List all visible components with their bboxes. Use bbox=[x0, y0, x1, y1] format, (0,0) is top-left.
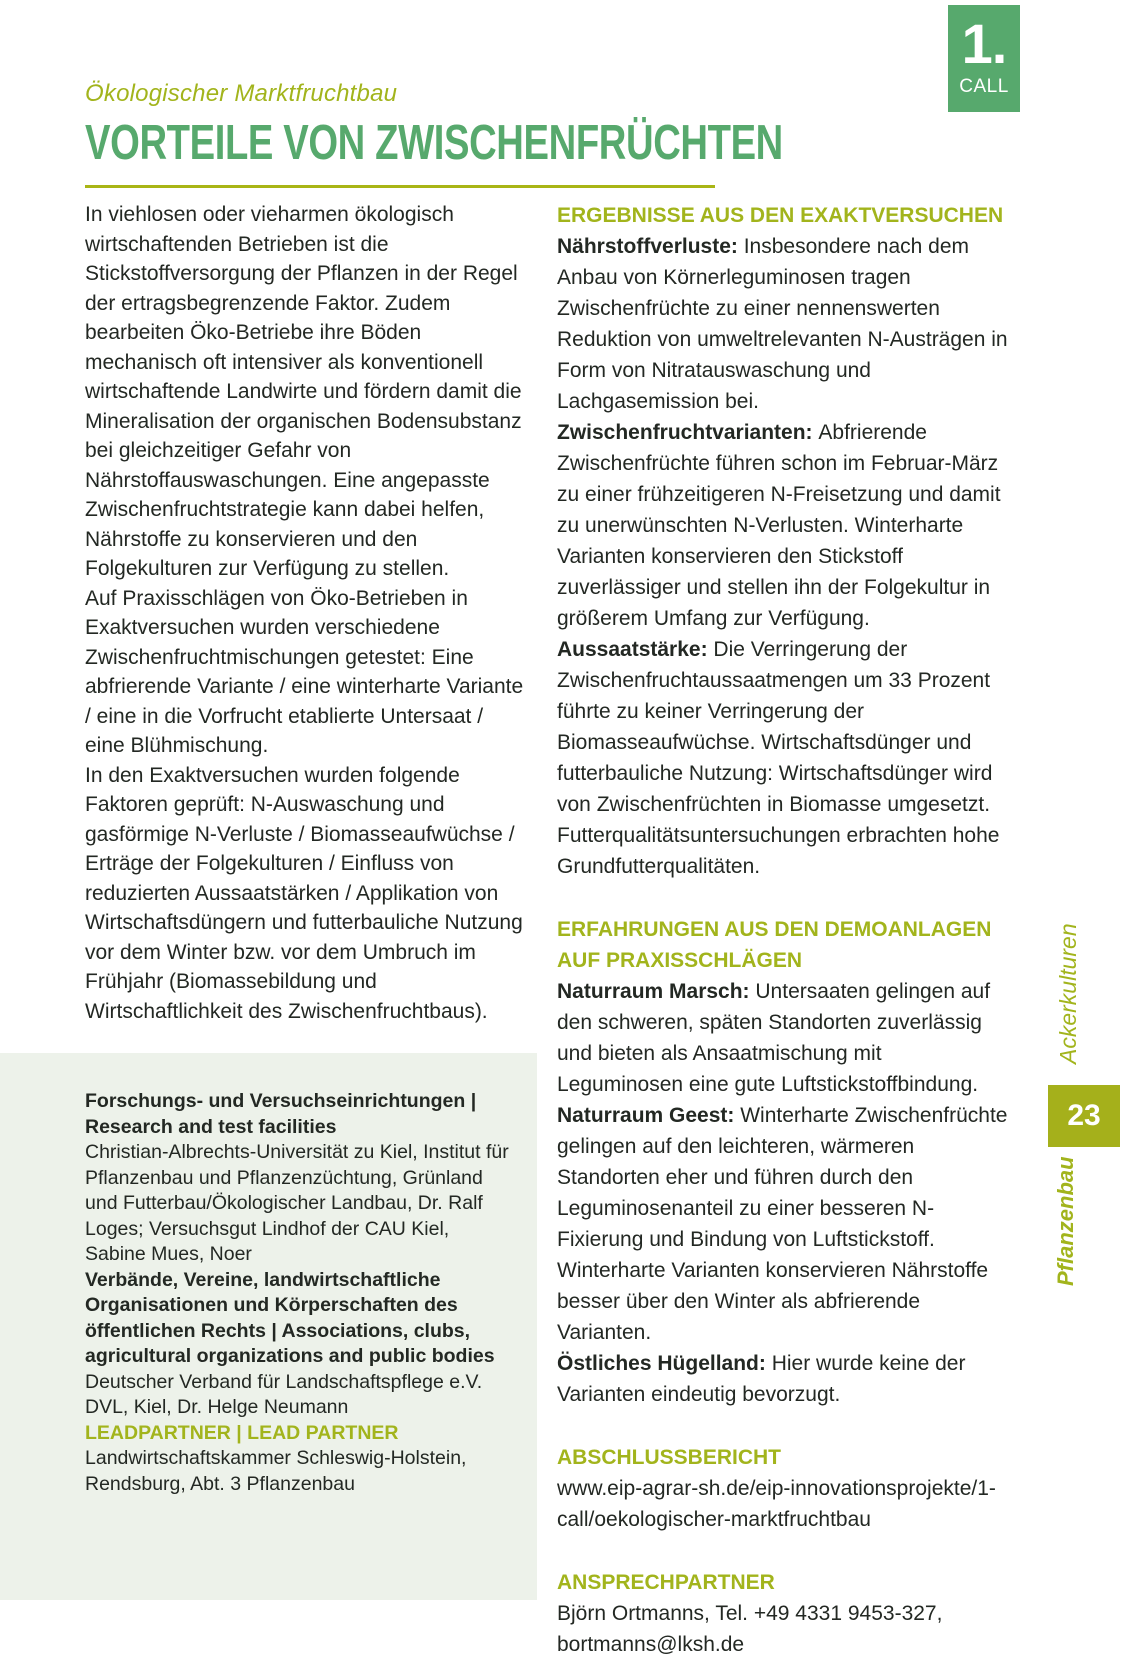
section-ansprechpartner bbox=[557, 1567, 1009, 1660]
text-run: In viehlosen oder vieharmen ökologisch wirtschaftenden Betrieben ist die Stickstoffversorgung der Pflanzen in der Regel der ertragsbegrenzende Faktor. Zudem bearbeiten Öko-Betriebe ihre Böden mechanisch oft intensiver als konventionell wirtschaftende Landwirte und fördern damit die Mineralisation der organischen Bodensubstanz bei gleichzeitiger Gefahr von Nährstoffauswaschungen. Eine angepasste Zwischenfruchtstrategie kann dabei helfen, Nährstoffe zu konservieren und den Folgekulturen zur Verfügung zu stellen. bbox=[85, 203, 522, 580]
email-address[interactable]: bortmanns@lksh.de bbox=[557, 1633, 745, 1656]
text-run: Untersaaten gelingen auf den schweren, späten Standorten zuverlässig und bieten als Ansaatmischung mit Leguminosen eine gute Luftstickstoffbindung. bbox=[557, 980, 991, 1096]
paragraph bbox=[557, 1348, 1009, 1410]
sidebar-category-label: Ackerkulturen bbox=[1055, 923, 1081, 1064]
info-box-item: LEADPARTNER | LEAD PARTNER bbox=[85, 1421, 399, 1444]
call-label: CALL bbox=[959, 76, 1009, 97]
report-url[interactable]: www.eip-agrar-sh.de/eip-innovationsprojekte/1-call/oekologischer-marktfruchtbau bbox=[557, 1477, 996, 1531]
text-run: Hier wurde keine der Varianten eindeutig bevorzugt. bbox=[557, 1352, 966, 1406]
paragraph bbox=[557, 976, 1009, 1100]
section-body-exaktversuche bbox=[557, 231, 1009, 882]
paragraph bbox=[85, 761, 525, 1027]
section-demoanlagen bbox=[557, 914, 1009, 1410]
call-number: 1. bbox=[961, 12, 1007, 75]
text-run: Die Verringerung der Zwischenfruchtaussaatmengen um 33 Prozent führte zu keiner Verringerung der Biomasseaufwüchse. Wirtschaftsdünger und futterbauliche Nutzung: Wirtschaftsdünger wird von Zwischenfrüchten in Biomasse umgesetzt. Futterqualitätsuntersuchungen erbrachten hohe Grundfutterqualitäten. bbox=[557, 638, 1000, 878]
text-run: Abfrierende Zwischenfrüchte führen schon im Februar-März zu einer frühzeitigeren N-Freisetzung und damit zu unerwünschten N-Verlusten. Winterharte Varianten konservieren den Stickstoff zuverlässiger und stellen ihn der Folgekultur in größerem Umfang zur Verfügung. bbox=[557, 421, 1001, 630]
info-box-item: Verbände, Vereine, landwirtschaftliche Organisationen und Körperschaften des öffentlichen Rechts | Associations, clubs, agricultural organizations and public bodies bbox=[85, 1268, 495, 1367]
call-badge bbox=[948, 5, 1020, 112]
kicker: Ökologischer Marktfruchtbau bbox=[85, 80, 398, 107]
section-heading-exaktversuche: ERGEBNISSE AUS DEN EXAKTVERSUCHEN bbox=[557, 204, 1004, 227]
section-heading-ansprechpartner: ANSPRECHPARTNER bbox=[557, 1571, 775, 1594]
page-number-badge bbox=[1048, 1085, 1120, 1147]
section-abschlussbericht bbox=[557, 1442, 1009, 1535]
info-box-item: Christian-Albrechts-Universität zu Kiel, Institut für Pflanzenbau und Pflanzenzüchtung, Grünland und Futterbau/Ökologischer Landbau, Dr. Ralf Loges; Versuchsgut Lindhof der CAU Kiel, Sabine Mues, Noer bbox=[85, 1141, 509, 1265]
page-title: VORTEILE VON ZWISCHENFRÜCHTEN bbox=[85, 116, 783, 170]
paragraph bbox=[85, 200, 525, 584]
bold-lead-in: Zwischenfruchtvarianten: bbox=[557, 421, 819, 444]
paragraph bbox=[557, 1598, 1009, 1660]
section-heading-abschlussbericht: ABSCHLUSSBERICHT bbox=[557, 1446, 782, 1469]
sidebar-section-label: Pflanzenbau bbox=[1053, 1156, 1078, 1286]
bold-lead-in: Naturraum Marsch: bbox=[557, 980, 756, 1003]
info-box-item: Forschungs- und Versuchseinrichtungen | Research and test facilities bbox=[85, 1090, 477, 1138]
right-column bbox=[557, 200, 1009, 1660]
section-body-ansprechpartner bbox=[557, 1598, 1009, 1660]
bold-lead-in: Östliches Hügelland: bbox=[557, 1352, 772, 1375]
section-heading-demoanlagen: ERFAHRUNGEN AUS DEN DEMOANLAGEN AUF PRAXISSCHLÄGEN bbox=[557, 918, 992, 972]
text-run: Insbesondere nach dem Anbau von Körnerleguminosen tragen Zwischenfrüchte zu einer nennenswerten Reduktion von umweltrelevanten N-Austrägen in Form von Nitratauswaschung und Lachgasemission bei. bbox=[557, 235, 1008, 413]
info-box-item: Landwirtschaftskammer Schleswig-Holstein, Rendsburg, Abt. 3 Pflanzenbau bbox=[85, 1447, 467, 1495]
section-body-demoanlagen bbox=[557, 976, 1009, 1410]
text-run: Björn Ortmanns, Tel. +49 4331 9453-327, bbox=[557, 1602, 943, 1625]
paragraph bbox=[557, 417, 1009, 634]
text-run: Auf Praxisschlägen von Öko-Betrieben in Exaktversuchen wurden verschiedene Zwischenfruchtmischungen getestet: Eine abfrierende Variante / eine winterharte Variante / eine in die Vorfrucht etablierte Untersaat / eine Blühmischung. bbox=[85, 586, 524, 757]
paragraph bbox=[557, 231, 1009, 417]
partners-info-box bbox=[0, 1053, 537, 1600]
section-body-abschlussbericht bbox=[557, 1473, 1009, 1535]
paragraph bbox=[557, 1100, 1009, 1348]
paragraph bbox=[557, 634, 1009, 882]
bold-lead-in: Aussaatstärke: bbox=[557, 638, 714, 661]
left-column bbox=[85, 200, 525, 1026]
text-run: In den Exaktversuchen wurden folgende Faktoren geprüft: N-Auswaschung und gasförmige N-Verluste / Biomasseaufwüchse / Erträge der Folgekulturen / Einfluss von reduzierten Aussaatstärken / Applikation von Wirtschaftsdüngern und futterbauliche Nutzung vor dem Winter bzw. vor dem Umbruch im Frühjahr (Biomassebildung und Wirtschaftlichkeit des Zwischenfruchtbaus). bbox=[85, 763, 523, 1023]
section-exaktversuche bbox=[557, 200, 1009, 882]
text-run: Winterharte Zwischenfrüchte gelingen auf den leichteren, wärmeren Standorten eher und führen durch den Leguminosenanteil zu einer besseren N-Fixierung und Bindung von Luftstickstoff. Winterharte Varianten konservieren Nährstoffe besser über den Winter als abfrierende Varianten. bbox=[557, 1104, 1008, 1344]
title-divider bbox=[85, 185, 715, 188]
bold-lead-in: Naturraum Geest: bbox=[557, 1104, 741, 1127]
info-box-item: Deutscher Verband für Landschaftspflege e.V. DVL, Kiel, Dr. Helge Neumann bbox=[85, 1370, 483, 1418]
bold-lead-in: Nährstoffverluste: bbox=[557, 235, 744, 258]
paragraph bbox=[557, 1473, 1009, 1535]
page-number: 23 bbox=[1067, 1099, 1101, 1132]
paragraph bbox=[85, 584, 525, 761]
